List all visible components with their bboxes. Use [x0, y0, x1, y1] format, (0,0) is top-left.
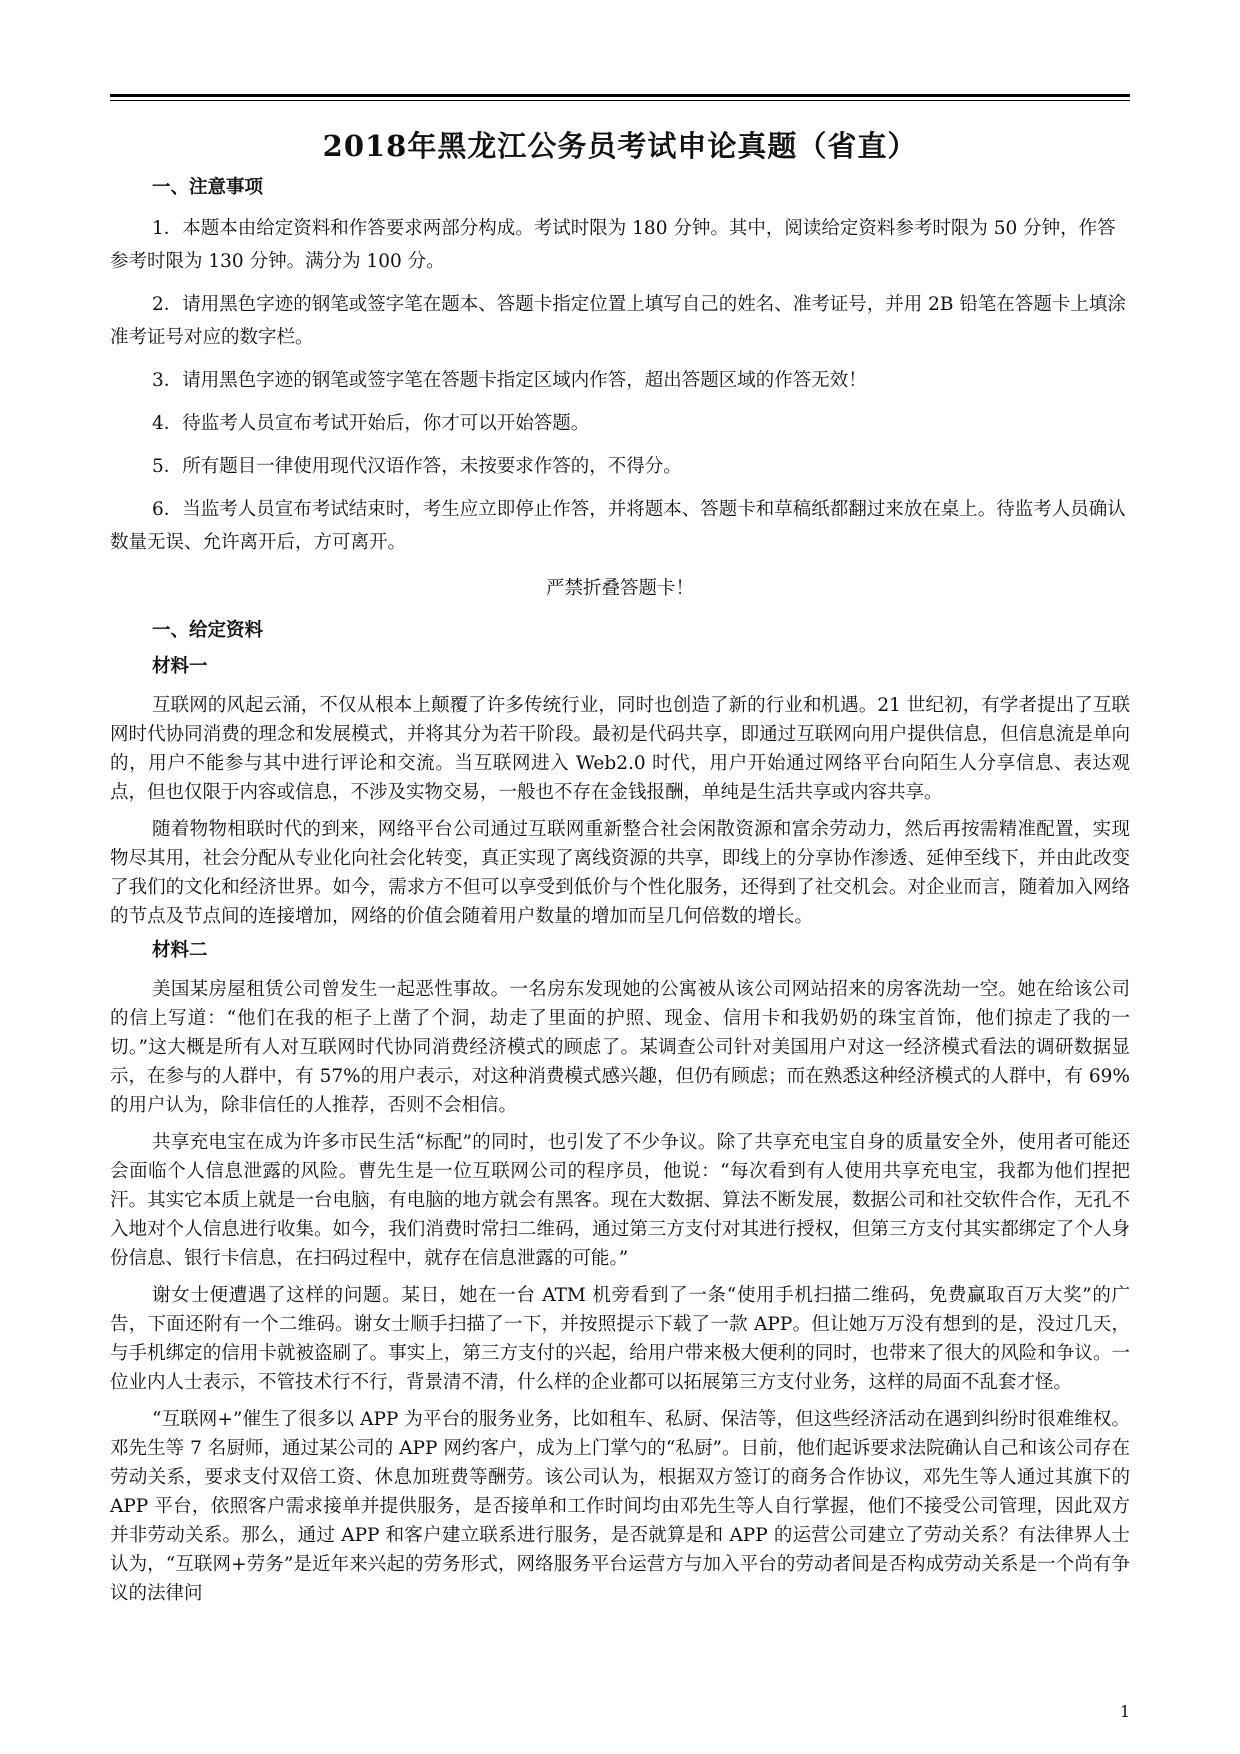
material-paragraph: 随着物物相联时代的到来，网络平台公司通过互联网重新整合社会闲散资源和富余劳动力，然后再按需精准配置，实现物尽其用，社会分配从专业化向社会化转变，真正实现了离线资源的共享，即线上的分享协作渗透、延伸至线下，并由此改变了我们的文化和经济世界。如今，需求方不但可以享受到低价与个性化服务，还得到了社交机会。对企业而言，随着加入网络的节点及节点间的连接增加，网络的价值会随着用户数量的增加而呈几何倍数的增长。	[110, 819, 1130, 927]
material-2-heading: 材料二	[152, 940, 208, 961]
notice-item: 4．待监考人员宣布考试开始后，你才可以开始答题。	[152, 413, 590, 434]
material-paragraph: 美国某房屋租赁公司曾发生一起恶性事故。一名房东发现她的公寓被从该公司网站招来的房客洗劫一空。她在给该公司的信上写道：“他们在我的柜子上凿了个洞，劫走了里面的护照、现金、信用卡和我奶奶的珠宝首饰，他们掠走了我的一切。”这大概是所有人对互联网时代协同消费经济模式的顾虑了。某调查公司针对美国用户对这一经济模式看法的调研数据显示，在参与的人群中，有 57%的用户表示，对这种消费模式感兴趣，但仍有顾虑；而在熟悉这种经济模式的人群中，有 69%的用户认为，除非信任的人推荐，否则不会相信。	[110, 979, 1130, 1116]
notice-item: 5．所有题目一律使用现代汉语作答，未按要求作答的，不得分。	[152, 456, 682, 477]
page-number: 1	[1119, 1702, 1130, 1721]
notice-item: 2．请用黑色字迹的钢笔或签字笔在题本、答题卡指定位置上填写自己的姓名、准考证号，并用 2B 铅笔在答题卡上填涂准考证号对应的数字栏。	[110, 294, 1126, 348]
material-paragraph: 共享充电宝在成为许多市民生活“标配”的同时，也引发了不少争议。除了共享充电宝自身的质量安全外，使用者可能还会面临个人信息泄露的风险。曹先生是一位互联网公司的程序员，他说：“每次看到有人使用共享充电宝，我都为他们捏把汗。其实它本质上就是一台电脑，有电脑的地方就会有黑客。现在大数据、算法不断发展，数据公司和社交软件合作，无孔不入地对个人信息进行收集。如今，我们消费时常扫二维码，通过第三方支付对其进行授权，但第三方支付其实都绑定了个人身份信息、银行卡信息，在扫码过程中，就存在信息泄露的可能。”	[110, 1132, 1130, 1269]
material-1-heading: 材料一	[152, 656, 208, 677]
warning-text: 严禁折叠答题卡！	[545, 578, 694, 599]
material-paragraph: “互联网+”催生了很多以 APP 为平台的服务业务，比如租车、私厨、保洁等，但这些经济活动在遇到纠纷时很难维权。邓先生等 7 名厨师，通过某公司的 APP 网约客户，成为上门掌勺的“私厨”。日前，他们起诉要求法院确认自己和该公司存在劳动关系，要求支付双倍工资、休息加班费等酬劳。该公司认为，根据双方签订的商务合作协议，邓先生等人通过其旗下的 APP 平台，依照客户需求接单并提供服务，是否接单和工作时间均由邓先生等人自行掌握，他们不接受公司管理，因此双方并非劳动关系。那么，通过 APP 和客户建立联系进行服务，是否就算是和 APP 的运营公司建立了劳动关系？有法律界人士认为，“互联网+劳务”是近年来兴起的劳务形式，网络服务平台运营方与加入平台的劳动者间是否构成劳动关系是一个尚有争议的法律问	[110, 1409, 1130, 1604]
document-body	[110, 176, 1130, 1616]
header-rule-thin	[110, 100, 1130, 101]
notice-heading: 一、注意事项	[152, 177, 264, 198]
material-paragraph: 互联网的风起云涌，不仅从根本上颠覆了许多传统行业，同时也创造了新的行业和机遇。21 世纪初，有学者提出了互联网时代协同消费的理念和发展模式，并将其分为若干阶段。最初是代码共享，即通过互联网向用户提供信息，但信息流是单向的，用户不能参与其中进行评论和交流。当互联网进入 Web2.0 时代，用户开始通过网络平台向陌生人分享信息、表达观点，但也仅限于内容或信息，不涉及实物交易，一般也不存在金钱报酬，单纯是生活共享或内容共享。	[110, 695, 1130, 803]
notice-item: 3．请用黑色字迹的钢笔或签字笔在答题卡指定区域内作答，超出答题区域的作答无效！	[152, 370, 867, 391]
header-rule-thick	[110, 94, 1130, 97]
materials-heading: 一、给定资料	[152, 620, 264, 641]
notice-item: 6．当监考人员宣布考试结束时，考生应立即停止作答，并将题本、答题卡和草稿纸都翻过来放在桌上。待监考人员确认数量无误、允许离开后，方可离开。	[110, 499, 1126, 553]
material-paragraph: 谢女士便遭遇了这样的问题。某日，她在一台 ATM 机旁看到了一条“使用手机扫描二维码，免费赢取百万大奖”的广告，下面还附有一个二维码。谢女士顺手扫描了一下，并按照提示下载了一款 APP。但让她万万没有想到的是，没过几天，与手机绑定的信用卡就被盗刷了。事实上，第三方支付的兴起，给用户带来极大便利的同时，也带来了很大的风险和争议。一位业内人士表示，不管技术行不行，背景清不清，什么样的企业都可以拓展第三方支付业务，这样的局面不乱套才怪。	[110, 1285, 1130, 1393]
notice-item: 1．本题本由给定资料和作答要求两部分构成。考试时限为 180 分钟。其中，阅读给定资料参考时限为 50 分钟，作答参考时限为 130 分钟。满分为 100 分。	[110, 218, 1116, 272]
page-title: 2018年黑龙江公务员考试申论真题（省直）	[322, 129, 918, 163]
